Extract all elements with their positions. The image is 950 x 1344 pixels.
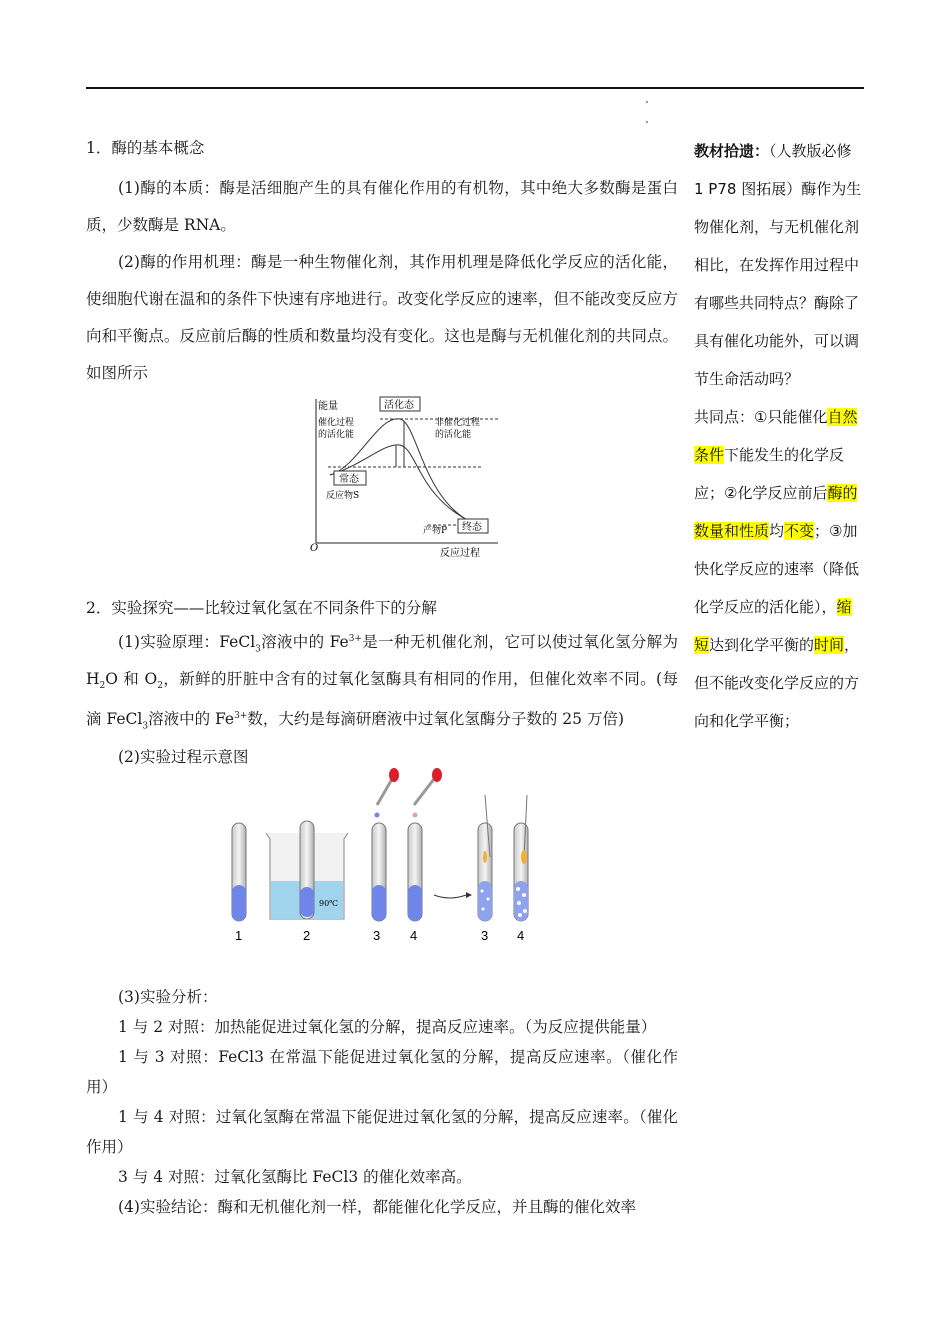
speck	[646, 121, 648, 123]
highlight: 时间	[814, 636, 845, 654]
origin: O	[310, 543, 319, 554]
answer-part: ，但不能改变化学反应的方向和化学平衡；	[694, 636, 860, 730]
final-label: 终态	[462, 522, 482, 533]
label-2: 2	[303, 928, 311, 943]
sidebar-question: （人教版必修 1 P78 图拓展）酶作为生物催化剂，与无机催化剂相比，在发挥作用过程中有哪些共同特点？酶除了具有催化功能外，可以调节生命活动吗？	[694, 142, 862, 388]
answer-part: 下能发生的化学反应；②化学反应前后	[694, 446, 845, 502]
compare-1-2: 1 与 2 对照：加热能促进过氧化氢的分解，提高反应速率。（为反应提供能量）	[118, 1017, 657, 1036]
noncat-label-2: 的活化能	[435, 430, 472, 440]
section1-p2: (2)酶的作用机理：酶是一种生物催化剂，其作用机理是降低化学反应的活化能，使细胞代谢在温和的条件下快速有序地进行。改变化学反应的速率，但不能改变反应方向和平衡点。反应前后酶的性质和数量均没有变化。这也是酶与无机催化剂的共同点。如图所示	[86, 253, 678, 382]
label-4b: 4	[517, 928, 525, 943]
label-3b: 3	[481, 928, 489, 943]
label-4: 4	[410, 928, 418, 943]
activated-label: 活化态	[384, 400, 414, 411]
product-label: 产物P	[423, 526, 448, 536]
analysis-heading: (3)实验分析：	[118, 987, 218, 1006]
answer-part: 达到化学平衡的	[709, 636, 815, 654]
compare-1-3: 1 与 3 对照：FeCl3 在常温下能促进过氧化氢的分解，提高反应速率。（催化作用）	[86, 1047, 678, 1096]
sidebar-title: 教材拾遗：	[694, 142, 770, 160]
highlight: 缩短	[694, 598, 852, 654]
compare-1-4: 1 与 4 对照：过氧化氢酶在常温下能促进过氧化氢的分解，提高反应速率。（催化作用）	[86, 1107, 678, 1156]
cat-label-1: 催化过程	[318, 418, 355, 428]
label-1: 1	[235, 928, 243, 943]
temp-label: 90℃	[319, 899, 339, 908]
answer-part: ；③加快化学反应的速率（降低化学反应的活化能），	[694, 522, 860, 616]
main-column	[86, 132, 678, 1222]
reactant-label: 反应物S	[326, 491, 360, 501]
header-rule	[86, 87, 864, 89]
xlabel: 反应过程	[440, 548, 480, 559]
ylabel: 能量	[318, 401, 338, 412]
section1-p1: (1)酶的本质：酶是活细胞产生的具有催化作用的有机物，其中绝大多数酶是蛋白质，少数酶是 RNA。	[86, 179, 678, 234]
conclusion: (4)实验结论：酶和无机催化剂一样，都能催化化学反应，并且酶的催化效率	[118, 1197, 636, 1216]
section2-heading: 2．实验探究——比较过氧化氢在不同条件下的分解	[86, 599, 437, 617]
label-3: 3	[373, 928, 381, 943]
answer-part: 共同点：①只能催化	[694, 408, 828, 426]
highlight: 自然条件	[694, 408, 858, 464]
section1-heading: 1．酶的基本概念	[86, 139, 205, 157]
sidebar-note	[694, 132, 864, 740]
speck	[646, 101, 648, 103]
noncat-label-1: 非催化过程	[435, 418, 481, 428]
compare-3-4: 3 与 4 对照：过氧化氢酶比 FeCl3 的催化效率高。	[118, 1167, 472, 1186]
answer-part: 均	[769, 522, 785, 540]
principle-text: (1)实验原理：FeCl$_3$溶液中的 $Fe^{3+}$是一种无机催化剂，它可以使过氧化氢分解为 $H_2O$ 和 $O_2$，新鲜的肝脏中含有的过氧化氢酶具有相同的作用，但催化效率不同。(每滴 FeCl$_3$溶液中的 $Fe^{3+}$数，大约是每滴研磨液中过氧化氢酶分子数的 25 万倍)	[86, 633, 678, 732]
highlight: 酶的数量和性质	[694, 484, 858, 540]
experiment-diagram	[222, 765, 542, 945]
process-heading: (2)实验过程示意图	[118, 747, 249, 766]
energy-diagram	[308, 395, 503, 560]
cat-label-2: 的活化能	[318, 430, 355, 440]
highlight: 不变	[784, 522, 815, 540]
normal-label: 常态	[339, 474, 359, 485]
